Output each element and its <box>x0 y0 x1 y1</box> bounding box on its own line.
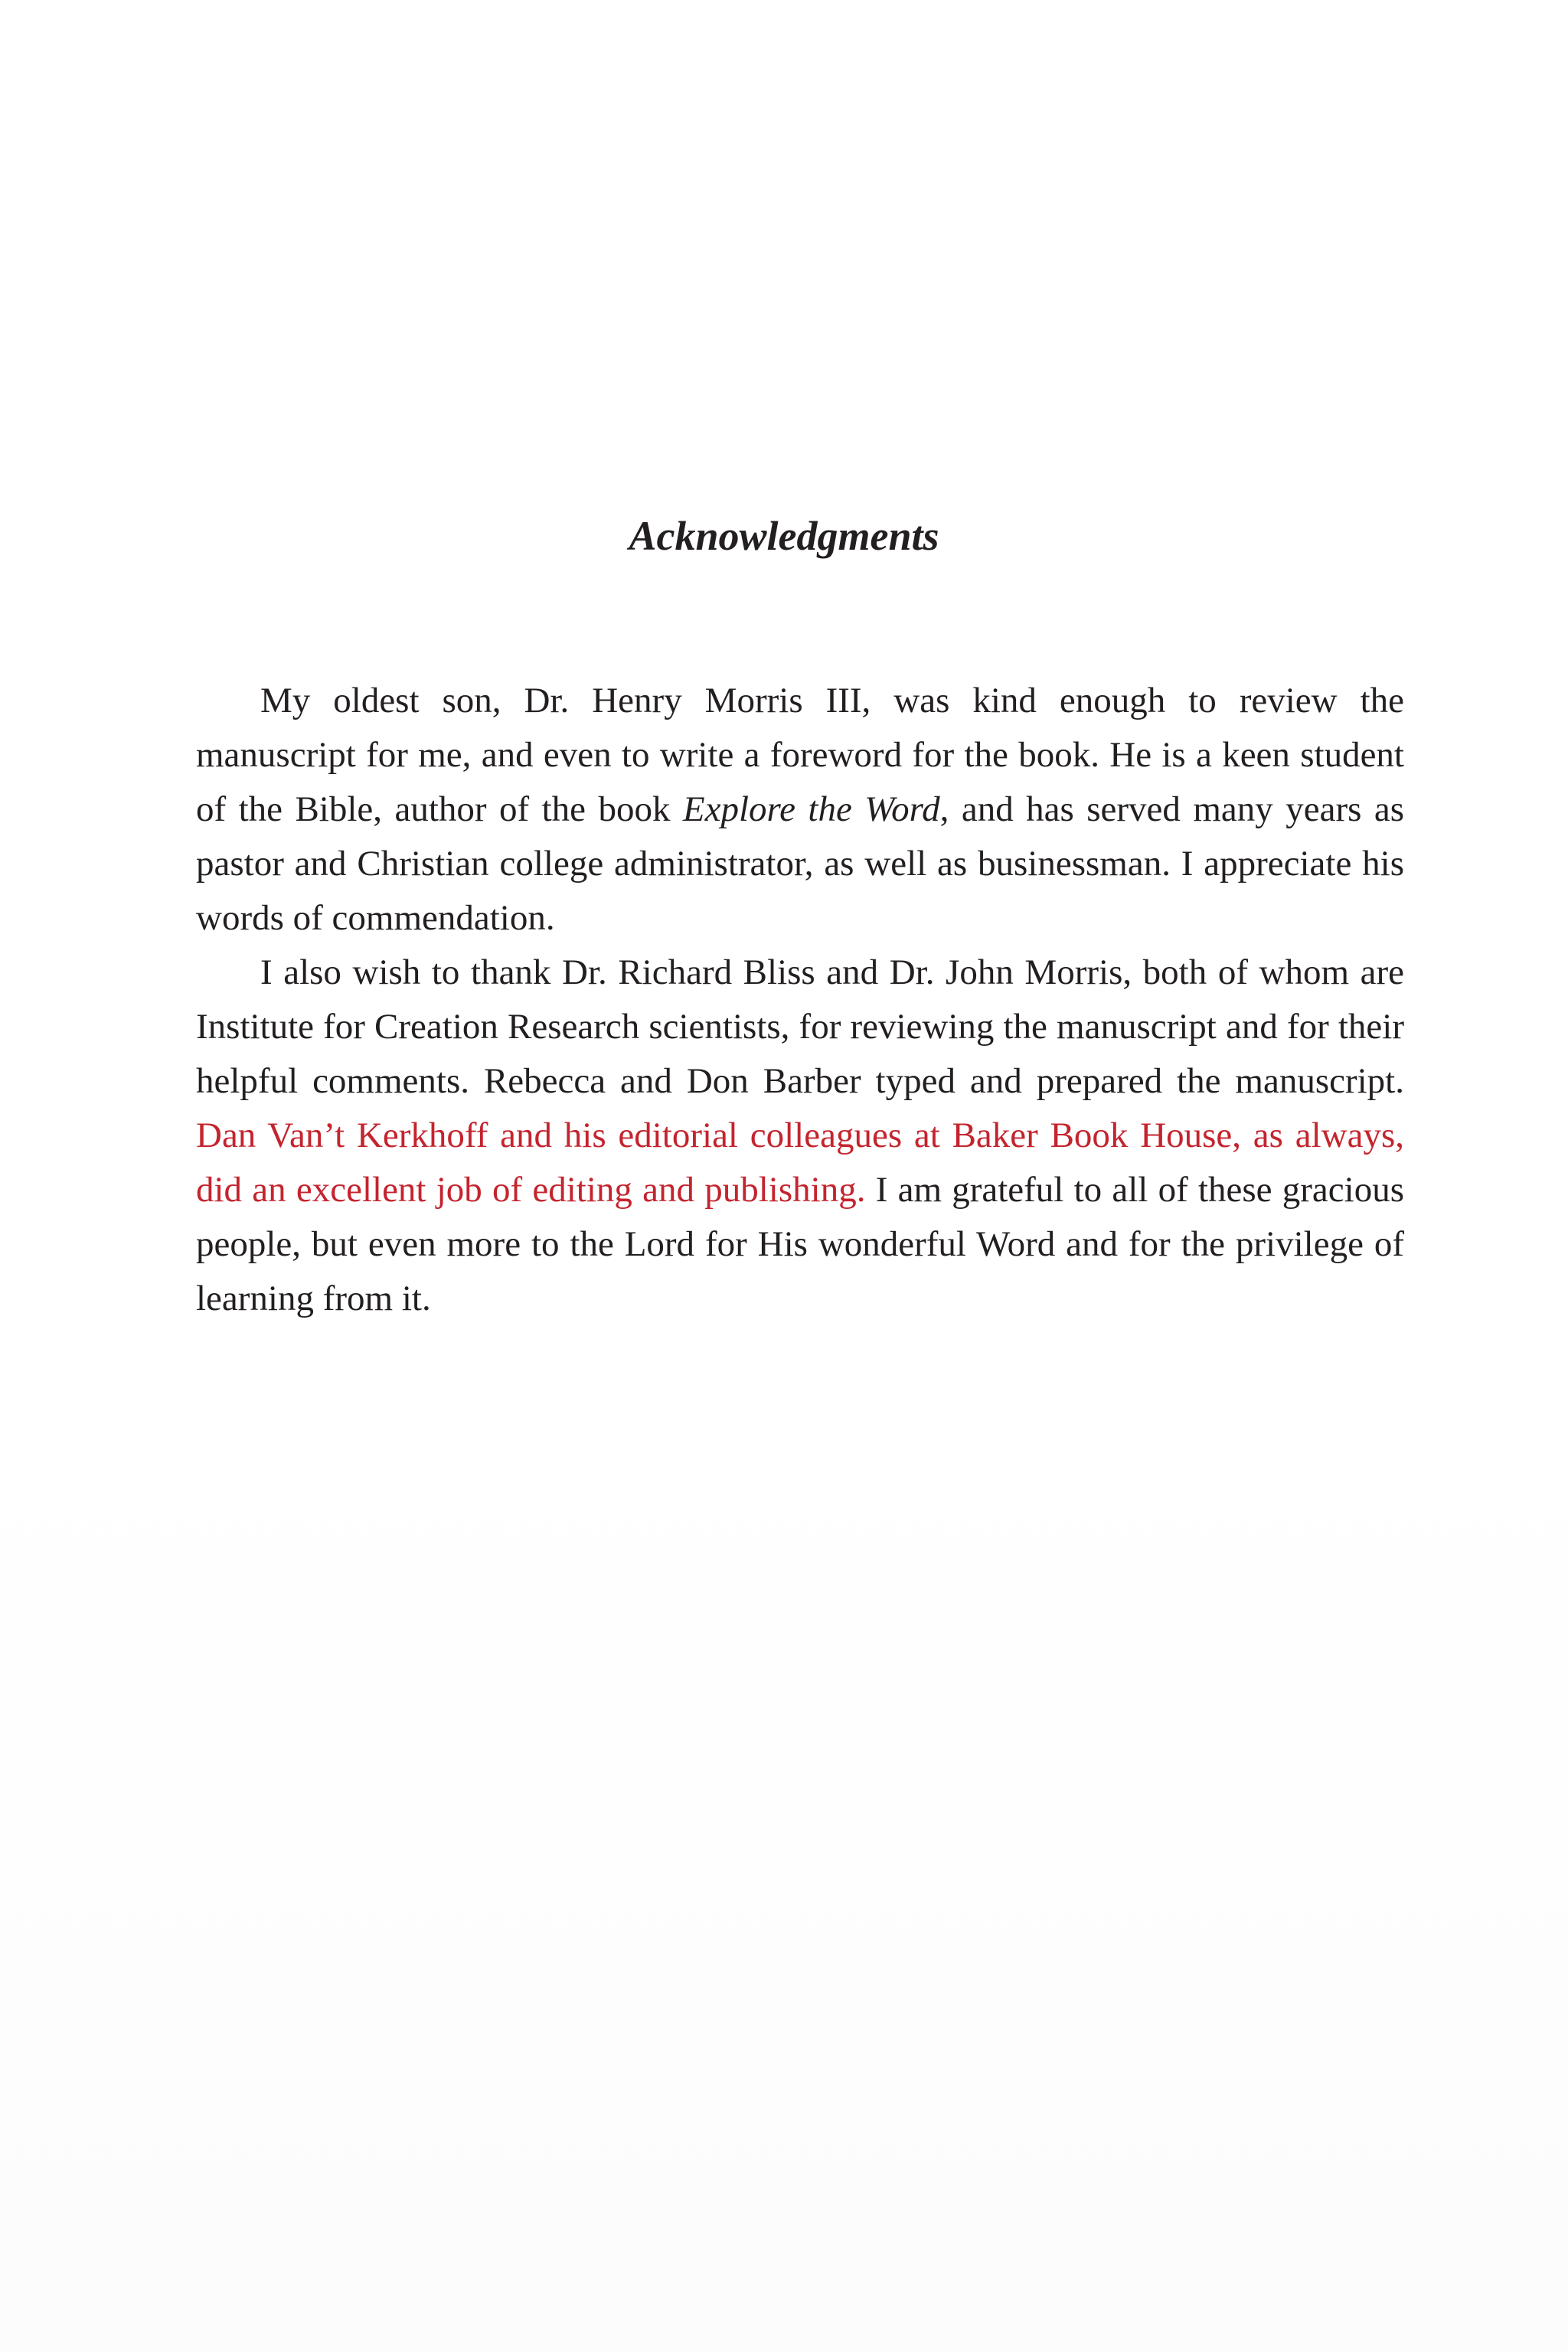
paragraph-2-text-end: I am grateful to all of these gracious people, but even more to the Lord for His wonderful Word and for the privilege of learning from it. <box>196 1170 1404 1318</box>
paragraph-2 <box>196 946 1404 1326</box>
acknowledgments-body <box>196 674 1404 1326</box>
paragraph-1 <box>196 674 1404 946</box>
page-title: Acknowledgments <box>629 513 939 559</box>
paragraph-1-text-start: My oldest son, Dr. Henry Morris III, was kind enough to review the manuscript for me, and even to write a foreword for the book. He is a keen student of the Bible, author of the book <box>196 681 1404 829</box>
highlighted-sentence[interactable]: Dan Van’t Kerkhoff and his editorial colleagues at Baker Book House, as always, did an excellent job of editing and publishing. <box>196 1116 1404 1210</box>
paragraph-1-text-end: , and has served many years as pastor and Christian college administrator, as well as businessman. I appreciate his words of commendation. <box>196 789 1404 938</box>
book-title-italic: Explore the Word <box>682 789 940 829</box>
paragraph-2-text-start: I also wish to thank Dr. Richard Bliss and Dr. John Morris, both of whom are Institute for Creation Research scientists, for reviewing the manuscript and for their helpful comments. Rebecca and Don Barber typed and prepared the manuscript. <box>196 952 1404 1101</box>
